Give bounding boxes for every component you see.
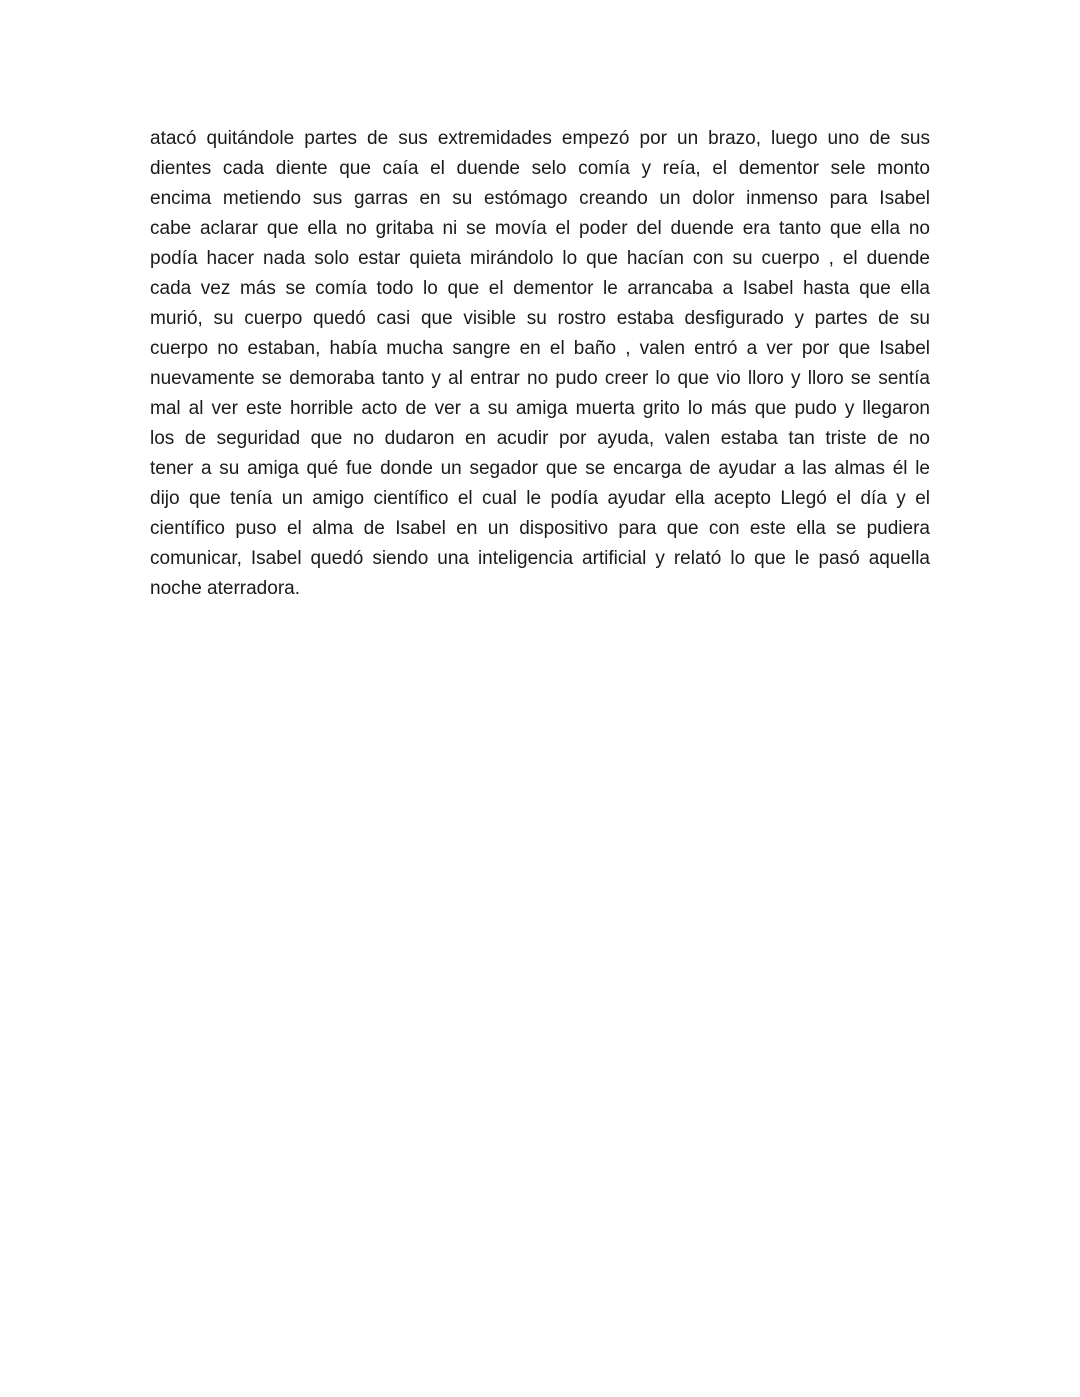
paragraph-line: cuerpo no estaban, había mucha sangre en el baño , valen entró a ver por que Isabel <box>150 338 930 359</box>
paragraph-line: comunicar, Isabel quedó siendo una inteligencia artificial y relató lo que le pasó aquella <box>150 548 930 569</box>
paragraph-line: nuevamente se demoraba tanto y al entrar no pudo creer lo que vio lloro y lloro se sentía <box>150 368 930 389</box>
paragraph-line: encima metiendo sus garras en su estómago creando un dolor inmenso para Isabel <box>150 188 930 209</box>
paragraph-line: atacó quitándole partes de sus extremidades empezó por un brazo, luego uno de sus <box>150 128 930 149</box>
story-paragraph <box>150 124 930 604</box>
paragraph-line: científico puso el alma de Isabel en un dispositivo para que con este ella se pudiera <box>150 518 930 539</box>
paragraph-line: cabe aclarar que ella no gritaba ni se movía el poder del duende era tanto que ella no <box>150 218 930 239</box>
paragraph-line: dijo que tenía un amigo científico el cual le podía ayudar ella acepto Llegó el día y el <box>150 488 930 509</box>
paragraph-line: dientes cada diente que caía el duende selo comía y reía, el dementor sele monto <box>150 158 930 179</box>
paragraph-line: noche aterradora. <box>150 578 300 599</box>
paragraph-line: mal al ver este horrible acto de ver a su amiga muerta grito lo más que pudo y llegaron <box>150 398 930 419</box>
paragraph-line: podía hacer nada solo estar quieta mirándolo lo que hacían con su cuerpo , el duende <box>150 248 930 269</box>
paragraph-line: tener a su amiga qué fue donde un segador que se encarga de ayudar a las almas él le <box>150 458 930 479</box>
paragraph-line: murió, su cuerpo quedó casi que visible su rostro estaba desfigurado y partes de su <box>150 308 930 329</box>
paragraph-line: cada vez más se comía todo lo que el dementor le arrancaba a Isabel hasta que ella <box>150 278 930 299</box>
paragraph-line: los de seguridad que no dudaron en acudir por ayuda, valen estaba tan triste de no <box>150 428 930 449</box>
